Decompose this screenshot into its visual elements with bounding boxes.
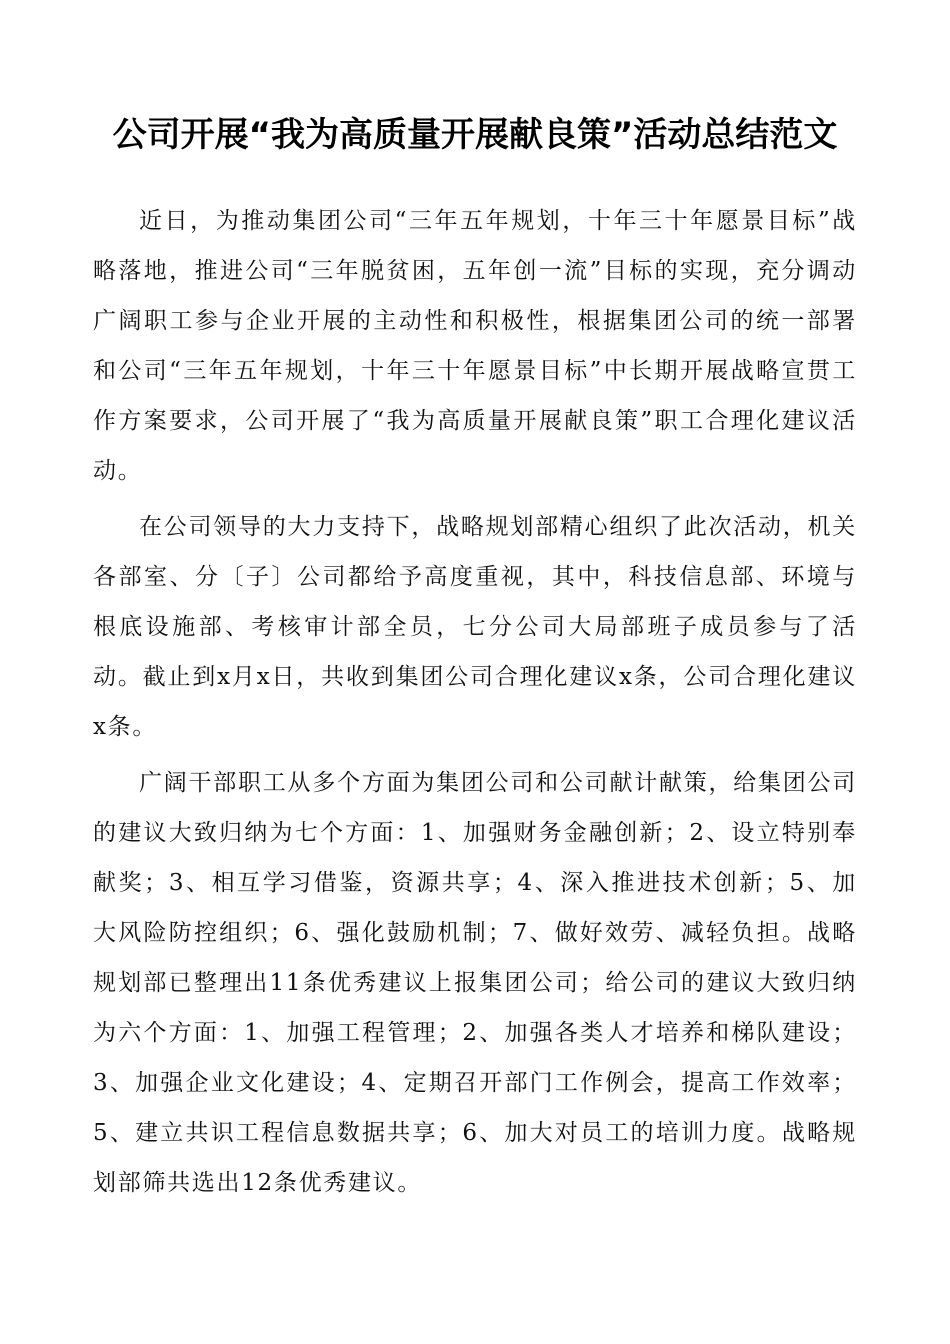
paragraph-suggestions: 广阔干部职工从多个方面为集团公司和公司献计献策，给集团公司的建议大致归纳为七个方面：1、加强财务金融创新；2、设立特别奉献奖；3、相互学习借鉴，资源共享；4、深入推进技术创新；5、加大风险防控组织；6、强化鼓励机制；7、做好效劳、减轻负担。战略规划部已整理出11条优秀建议上报集团公司；给公司的建议大致归纳为六个方面：1、加强工程管理；2、加强各类人才培养和梯队建设；3、加强企业文化建设；4、定期召开部门工作例会，提高工作效率；5、建立共识工程信息数据共享；6、加大对员工的培训力度。战略规划部筛共选出12条优秀建议。 (93, 770, 857, 1196)
paragraph-organization: 在公司领导的大力支持下，战略规划部精心组织了此次活动，机关各部室、分〔子〕公司都给予高度重视，其中，科技信息部、环境与根底设施部、考核审计部全员，七分公司大局部班子成员参与了活动。截止到x月x日，共收到集团公司合理化建议x条，公司合理化建议x条。 (93, 514, 857, 740)
document-body (93, 196, 857, 1214)
paragraph-intro: 近日，为推动集团公司“三年五年规划，十年三十年愿景目标”战略落地，推进公司“三年脱贫困，五年创一流”目标的实现，充分调动广阔职工参与企业开展的主动性和积极性，根据集团公司的统一部署和公司“三年五年规划，十年三十年愿景目标”中长期开展战略宣贯工作方案要求，公司开展了“我为高质量开展献良策”职工合理化建议活动。 (93, 208, 857, 484)
document-title: 公司开展“我为高质量开展献良策”活动总结范文 (112, 115, 838, 155)
